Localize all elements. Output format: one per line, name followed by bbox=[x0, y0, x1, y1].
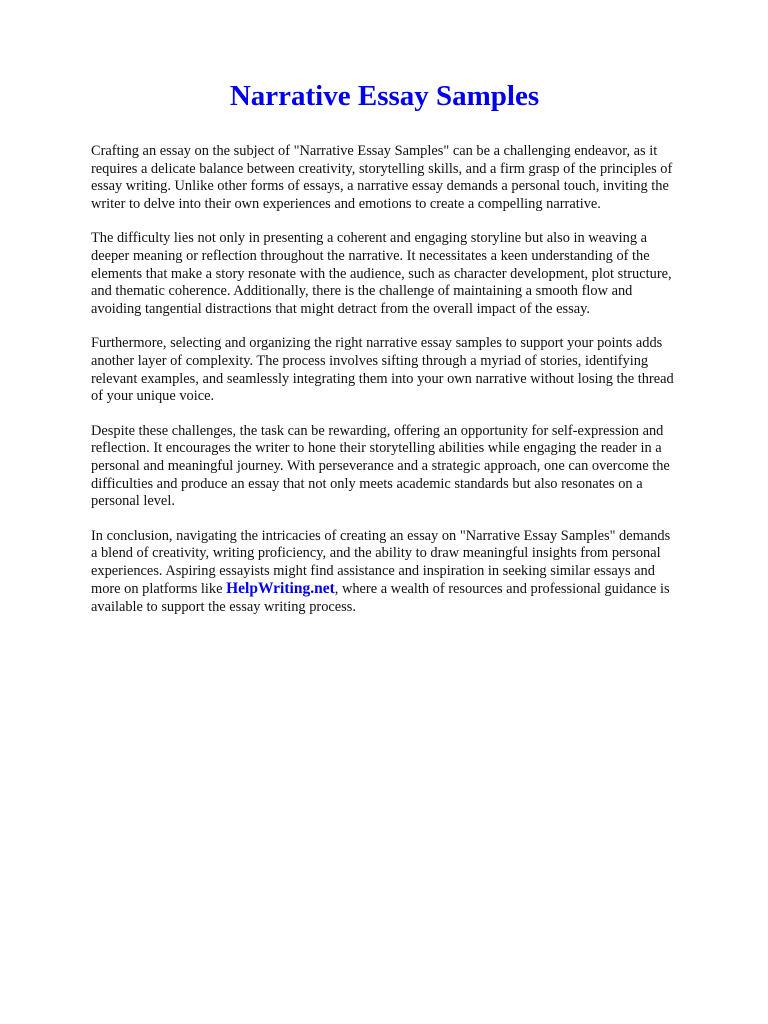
conclusion-text-before-link: In conclusion, navigating the intricacies of creating an essay on "Narrative Essay Samples" demands a blend of creativity, writing proficiency, and the ability to draw meaningful insights from personal experiences. Aspiring essayists might find assistance and inspiration in seeking similar essays and more on platforms like bbox=[91, 527, 671, 598]
paragraph-1: Crafting an essay on the subject of "Narrative Essay Samples" can be a challenging endeavor, as it requires a delicate balance between creativity, storytelling skills, and a firm grasp of the principles of essay writing. Unlike other forms of essays, a narrative essay demands a personal touch, inviting the writer to delve into their own experiences and emotions to create a compelling narrative. bbox=[91, 143, 673, 212]
paragraph-2: The difficulty lies not only in presenting a coherent and engaging storyline but also in weaving a deeper meaning or reflection throughout the narrative. It necessitates a keen understanding of the elements that make a story resonate with the audience, such as character development, plot structure, and thematic coherence. Additionally, there is the challenge of maintaining a smooth flow and avoiding tangential distractions that might detract from the overall impact of the essay. bbox=[91, 230, 672, 317]
paragraph-4: Despite these challenges, the task can be rewarding, offering an opportunity for self-expression and reflection. It encourages the writer to hone their storytelling abilities while engaging the reader in a personal and meaningful journey. With perseverance and a strategic approach, one can overcome the difficulties and produce an essay that not only meets academic standards but also resonates on a personal level. bbox=[91, 422, 670, 510]
paragraph-3: Furthermore, selecting and organizing the right narrative essay samples to support your points adds another layer of complexity. The process involves sifting through a myriad of stories, identifying relevant examples, and seamlessly integrating them into your own narrative without losing the thread of your unique voice. bbox=[91, 335, 674, 405]
document-title: Narrative Essay Samples bbox=[229, 80, 540, 112]
helpwriting-link[interactable]: HelpWriting.net bbox=[226, 580, 335, 598]
conclusion-text-after-link: , where a wealth of resources and professional guidance is available to support the essay writing process. bbox=[91, 581, 670, 616]
conclusion-paragraph bbox=[91, 528, 678, 617]
